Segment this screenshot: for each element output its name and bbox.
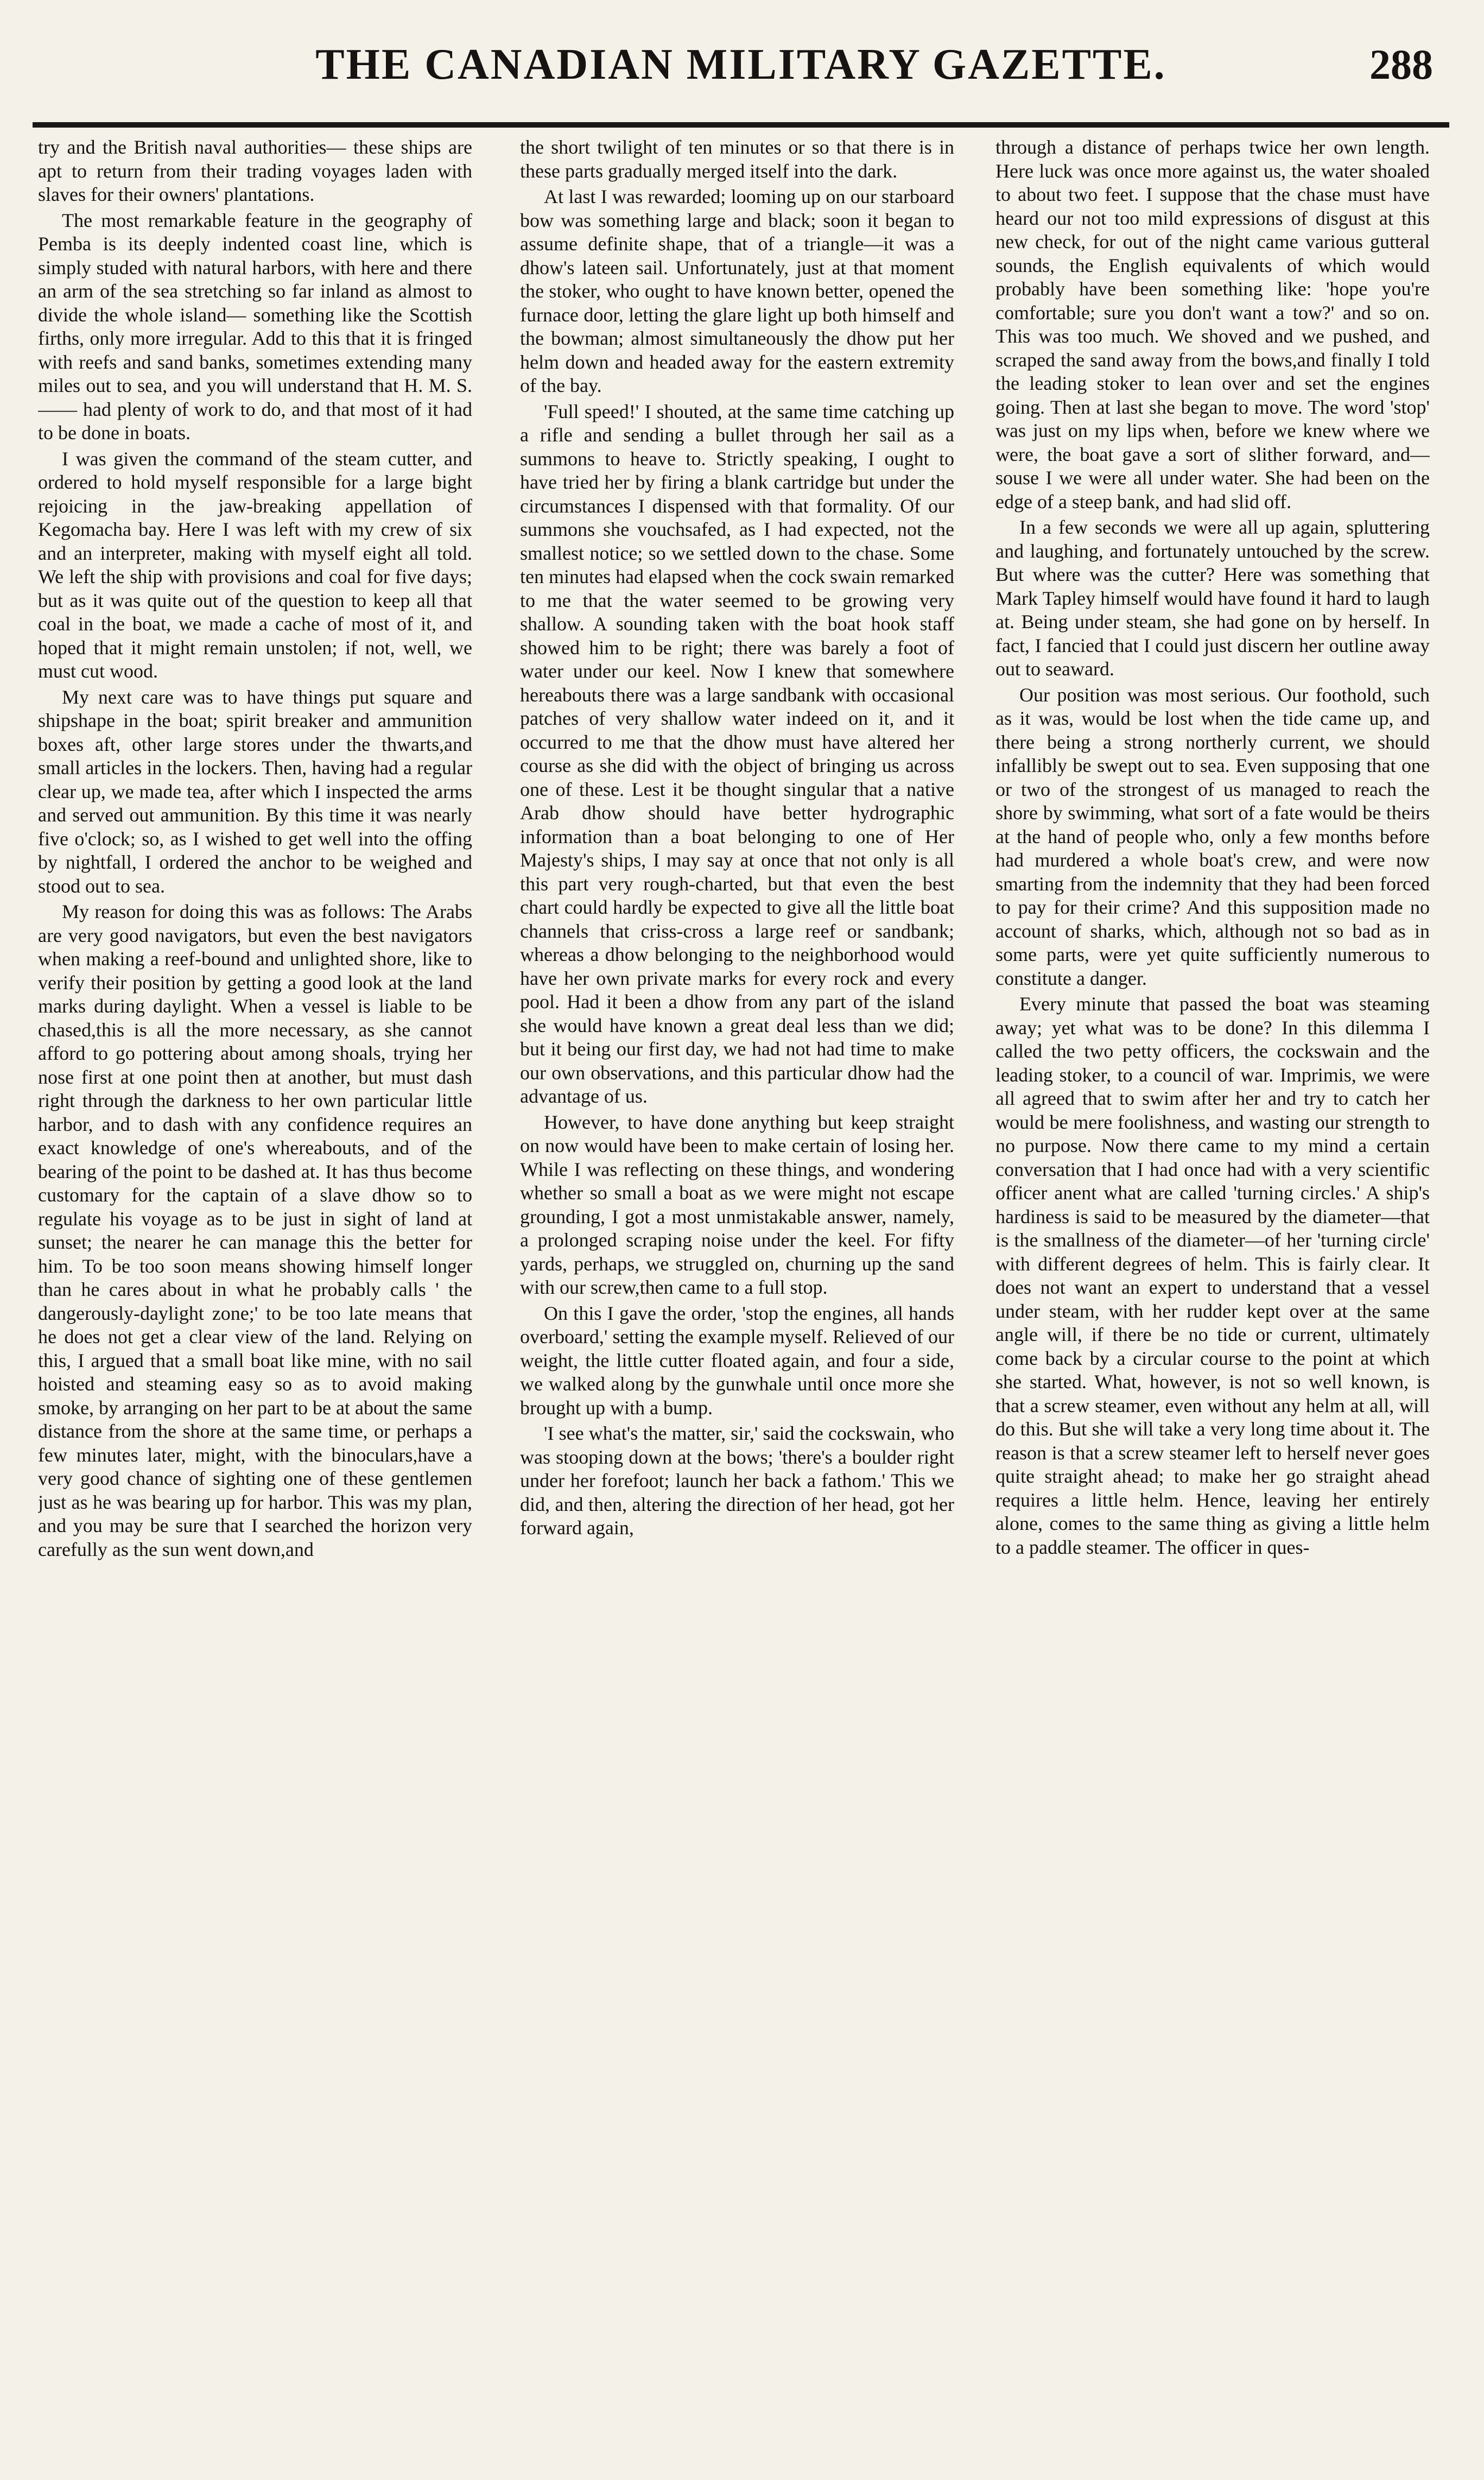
paragraph: However, to have done anything but keep straight on now would have been to make certain of losing her. While I was reflecting on these things, and wondering whether so small a boat as we were might not escape grounding, I got a most unmistakable answer, namely, a prolonged scraping noise under the keel. For fifty yards, perhaps, we struggled on, churning up the sand with our screw,then came to a full stop. xyxy=(520,1111,954,1298)
paragraph: The most remarkable feature in the geography of Pemba is its deeply indented coast line, which is simply studed with natural harbors, with here and there an arm of the sea stretching so far inland as almost to divide the whole island— something like the Scottish firths, only more irregular. Add to this that it is fringed with reefs and sand banks, sometimes extending many miles out to sea, and you will understand that H. M. S. —— had plenty of work to do, and that most of it had to be done in boats. xyxy=(38,209,472,444)
newspaper-title: THE CANADIAN MILITARY GAZETTE. xyxy=(315,41,1166,88)
text-column-3 xyxy=(995,136,1430,2465)
paragraph: I was given the command of the steam cutter, and ordered to hold myself responsible for a large bight rejoicing in the jaw-breaking appellation of Kegomacha bay. Here I was left with my crew of six and an interpreter, making with myself eight all told. We left the ship with provisions and coal for five days; but as it was quite out of the question to keep all that coal in the boat, we made a cache of most of it, and hoped that it might remain unstolen; if not, well, we must cut wood. xyxy=(38,447,472,682)
paragraph: Every minute that passed the boat was steaming away; yet what was to be done? In this dilemma I called the two petty officers, the cockswain and the leading stoker, to a council of war. Imprimis, we were all agreed that to swim after her and try to catch her would be mere foolishness, and wasting our strength to no purpose. Now there came to my mind a certain conversation that I had once had with a very scientific officer anent what are called 'turning circles.' A ship's hardiness is said to be measured by the diameter—that is the smallness of the diameter—of her 'turning circle' with different degrees of helm. This is fairly clear. It does not want an expert to understand that a vessel under steam, with her rudder kept over at the same angle will, if there be no tide or current, ultimately come back by a circular course to the point at which she started. What, however, is not so well known, is that a screw steamer, even without any helm at all, will do this. But she will take a very long time about it. The reason is that a screw steamer left to herself never goes quite straight ahead; to make her go straight ahead requires a little helm. Hence, leaving her entirely alone, comes to the same thing as giving a little helm to a paddle steamer. The officer in ques- xyxy=(995,993,1430,1558)
header-rule xyxy=(33,122,1449,128)
paragraph: My next care was to have things put square and shipshape in the boat; spirit breaker and ammunition boxes aft, other large stores under the thwarts,and small articles in the lockers. Then, having had a regular clear up, we made tea, after which I inspected the arms and served out ammunition. By this time it was nearly five o'clock; so, as I wished to get well into the offing by nightfall, I ordered the anchor to be weighed and stood out to sea. xyxy=(38,686,472,897)
text-column-1 xyxy=(38,136,472,2465)
paragraph: 'I see what's the matter, sir,' said the cockswain, who was stooping down at the bows; 'there's a boulder right under her forefoot; launch her back a fathom.' This we did, and then, altering the direction of her head, got her forward again, xyxy=(520,1422,954,1539)
paragraph: try and the British naval authorities— these ships are apt to return from their trading voyages laden with slaves for their owners' plantations. xyxy=(38,136,472,205)
masthead xyxy=(38,8,1444,111)
paragraph: At last I was rewarded; looming up on our starboard bow was something large and black; soon it began to assume definite shape, that of a triangle—it was a dhow's lateen sail. Unfortunately, just at that moment the stoker, who ought to have known better, opened the furnace door, letting the glare light up both himself and the bowman; almost simultaneously the dhow put her helm down and headed away for the eastern extremity of the bay. xyxy=(520,186,954,396)
paragraph: through a distance of perhaps twice her own length. Here luck was once more against us, the water shoaled to about two feet. I suppose that the chase must have heard our not too mild expressions of disgust at this new check, for out of the night came various gutteral sounds, the English equivalents of which would probably have been something like: 'hope you're comfortable; sure you don't want a tow?' and so on. This was too much. We shoved and we pushed, and scraped the sand away from the bows,and finally I told the leading stoker to lean over and set the engines going. Then at last she began to move. The word 'stop' was just on my lips when, before we knew where we were, the boat gave a sort of slither forward, and—souse I we were all under water. She had been on the edge of a steep bank, and had slid off. xyxy=(995,136,1430,513)
paragraph: Our position was most serious. Our foothold, such as it was, would be lost when the tide came up, and there being a strong northerly current, we should infallibly be swept out to sea. Even supposing that one or two of the strongest of us managed to reach the shore by swimming, what sort of a fate would be theirs at the hand of people who, only a few months before had murdered a whole boat's crew, and were now smarting from the indemnity that they had been forced to pay for their crime? And this supposition made no account of sharks, which, although not so bad as in some parts, were yet quite sufficiently numerous to constitute a danger. xyxy=(995,684,1430,989)
paragraph: the short twilight of ten minutes or so that there is in these parts gradually merged itself into the dark. xyxy=(520,136,954,182)
paragraph: In a few seconds we were all up again, spluttering and laughing, and fortunately untouched by the screw. But where was the cutter? Here was something that Mark Tapley himself would have found it hard to laugh at. Being under steam, she had gone on by herself. In fact, I fancied that I could just discern her outline away out to seaward. xyxy=(995,516,1430,680)
paragraph: My reason for doing this was as follows: The Arabs are very good navigators, but even the best navigators when making a reef-bound and unlighted shore, like to verify their position by getting a good look at the land marks during daylight. When a vessel is liable to be chased,this is all the more necessary, as she cannot afford to go pottering about among shoals, trying her nose first at one point then at another, but must dash right through the darkness to her own particular little harbor, and to dash with any confidence requires an exact knowledge of one's whereabouts, and of the bearing of the point to be dashed at. It has thus become customary for the captain of a slave dhow so to regulate his voyage as to be just in sight of land at sunset; the nearer he can manage this the better for him. To be too soon means showing himself longer than he cares about in what he probably calls ' the dangerously-daylight zone;' to be too late means that he does not get a clear view of the land. Relying on this, I argued that a small boat like mine, with no sail hoisted and steaming easy so as to avoid making smoke, by arranging on her part to be at about the same distance from the shore at the same time, or perhaps a few minutes later, might, with the binoculars,have a very good chance of sighting one of these gentlemen just as he was bearing up for harbor. This was my plan, and you may be sure that I searched the horizon very carefully as the sun went down,and xyxy=(38,901,472,1560)
paragraph: 'Full speed!' I shouted, at the same time catching up a rifle and sending a bullet through her sail as a summons to heave to. Strictly speaking, I ought to have tried her by firing a blank cartridge but under the circumstances I dispensed with that formality. Of our summons she vouchsafed, as I had expected, not the smallest notice; so we settled down to the chase. Some ten minutes had elapsed when the cock swain remarked to me that the water seemed to be growing very shallow. A sounding taken with the boat hook staff showed him to be right; there was barely a foot of water under our keel. Now I knew that somewhere hereabouts there was a large sandbank with occasional patches of very shallow water indeed on it, and it occurred to me that the dhow must have altered her course as she did with the object of bringing us across one of these. Lest it be thought singular that a native Arab dhow should have better hydrographic information than a boat belonging to one of Her Majesty's ships, I may say at once that not only is all this part very rough-charted, but that even the best chart could hardly be expected to give all the little boat channels that criss-cross a large reef or sandbank; whereas a dhow belonging to the neighborhood would have her own private marks for every rock and every pool. Had it been a dhow from any part of the island she would have known a great deal less than we did; but it being our first day, we had not had time to make our own observations, and this particular dhow had the advantage of us. xyxy=(520,400,954,1107)
text-column-2 xyxy=(520,136,954,2465)
page-number: 288 xyxy=(1369,41,1433,88)
paragraph: On this I gave the order, 'stop the engines, all hands overboard,' setting the example myself. Relieved of our weight, the little cutter floated again, and four a side, we walked along by the gunwhale until once more she brought up with a bump. xyxy=(520,1302,954,1419)
